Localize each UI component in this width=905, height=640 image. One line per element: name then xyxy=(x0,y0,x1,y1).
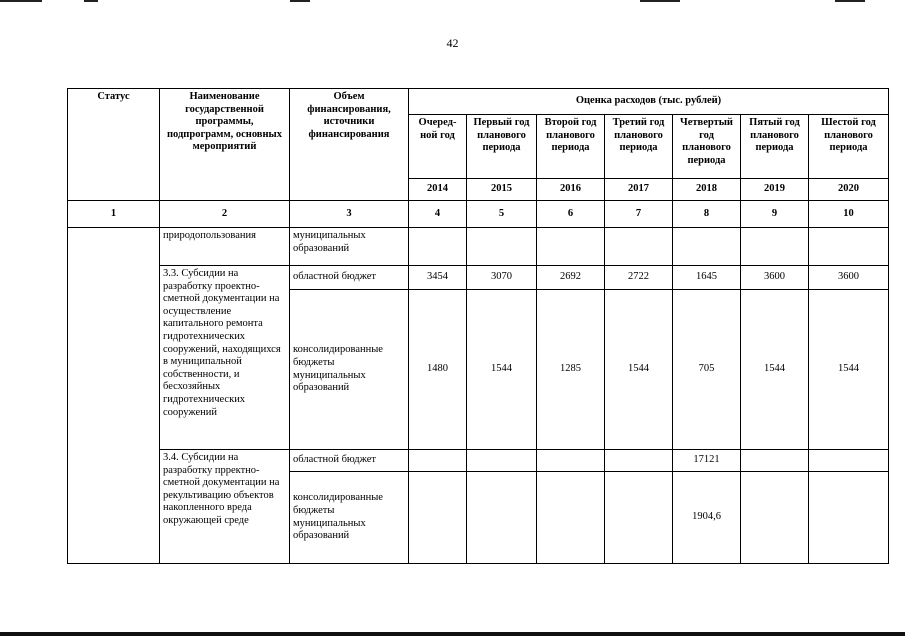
value-cell: 705 xyxy=(673,290,741,450)
financing-source-cell: областной бюджет xyxy=(290,266,409,290)
header-status: Статус xyxy=(68,89,160,201)
header-program-name: Наименование государственной программы, подпрограмм, основных мероприятий xyxy=(160,89,290,201)
top-edge-line xyxy=(0,0,42,2)
column-number: 5 xyxy=(467,201,537,228)
header-year-5: 2019 xyxy=(741,179,809,201)
budget-table xyxy=(67,88,889,564)
column-number: 10 xyxy=(809,201,889,228)
column-number: 8 xyxy=(673,201,741,228)
status-cell xyxy=(68,228,160,564)
value-cell: 1544 xyxy=(741,290,809,450)
header-period-6: Шестой год планового периода xyxy=(809,115,889,179)
value-cell: 1480 xyxy=(409,290,467,450)
financing-source-cell: муниципальных образований xyxy=(290,228,409,266)
header-period-0: Очеред-ной год xyxy=(409,115,467,179)
header-row-1 xyxy=(68,89,889,115)
column-number: 1 xyxy=(68,201,160,228)
value-cell: 1645 xyxy=(673,266,741,290)
value-cell: 3600 xyxy=(741,266,809,290)
value-cell xyxy=(409,472,467,564)
value-cell xyxy=(537,450,605,472)
value-cell: 1544 xyxy=(605,290,673,450)
header-year-0: 2014 xyxy=(409,179,467,201)
value-cell: 17121 xyxy=(673,450,741,472)
header-estimate: Оценка расходов (тыс. рублей) xyxy=(409,89,889,115)
value-cell xyxy=(673,228,741,266)
column-number: 4 xyxy=(409,201,467,228)
value-cell: 2692 xyxy=(537,266,605,290)
column-number-row xyxy=(68,201,889,228)
value-cell: 1285 xyxy=(537,290,605,450)
column-number: 7 xyxy=(605,201,673,228)
value-cell: 1904,6 xyxy=(673,472,741,564)
value-cell xyxy=(605,450,673,472)
column-number: 3 xyxy=(290,201,409,228)
top-edge-line xyxy=(84,0,98,2)
program-name-cell: 3.4. Субсидии на разработку прректно-сметной документации на рекультивацию объектов накопленного вреда окружающей среде xyxy=(160,450,290,564)
table-row-3-3-regional xyxy=(68,266,889,290)
value-cell xyxy=(467,228,537,266)
financing-source-cell: консолидированные бюджеты муниципальных образований xyxy=(290,290,409,450)
value-cell xyxy=(741,450,809,472)
value-cell xyxy=(467,472,537,564)
value-cell: 3600 xyxy=(809,266,889,290)
value-cell xyxy=(809,228,889,266)
program-name-cell: природопользования xyxy=(160,228,290,266)
top-edge-line xyxy=(640,0,680,2)
column-number: 6 xyxy=(537,201,605,228)
value-cell xyxy=(605,472,673,564)
value-cell: 1544 xyxy=(467,290,537,450)
value-cell xyxy=(809,472,889,564)
value-cell xyxy=(741,228,809,266)
header-period-5: Пятый год планового периода xyxy=(741,115,809,179)
value-cell: 2722 xyxy=(605,266,673,290)
page-number: 42 xyxy=(446,36,459,50)
value-cell xyxy=(809,450,889,472)
header-period-2: Второй год планового периода xyxy=(537,115,605,179)
table-row-continuation xyxy=(68,228,889,266)
header-year-1: 2015 xyxy=(467,179,537,201)
value-cell: 3070 xyxy=(467,266,537,290)
column-number: 9 xyxy=(741,201,809,228)
value-cell xyxy=(537,228,605,266)
value-cell xyxy=(537,472,605,564)
header-year-2: 2016 xyxy=(537,179,605,201)
value-cell xyxy=(467,450,537,472)
value-cell xyxy=(605,228,673,266)
table-row-3-4-regional xyxy=(68,450,889,472)
financing-source-cell: консолидированные бюджеты муниципальных образований xyxy=(290,472,409,564)
value-cell xyxy=(409,228,467,266)
header-year-6: 2020 xyxy=(809,179,889,201)
value-cell xyxy=(409,450,467,472)
header-financing: Объем финансирования, источники финансирования xyxy=(290,89,409,201)
value-cell: 3454 xyxy=(409,266,467,290)
program-name-cell: 3.3. Субсидии на разработку проектно-сметной документации на осуществление капитального ремонта гидротехнических сооружений, находящихся в муниципальной собственности, и бесхозяйных гидротехнических сооружений xyxy=(160,266,290,450)
header-period-1: Первый год планового периода xyxy=(467,115,537,179)
header-year-4: 2018 xyxy=(673,179,741,201)
value-cell xyxy=(741,472,809,564)
financing-source-cell: областной бюджет xyxy=(290,450,409,472)
top-edge-line xyxy=(290,0,310,2)
header-year-3: 2017 xyxy=(605,179,673,201)
header-period-3: Третий год планового периода xyxy=(605,115,673,179)
bottom-edge-line xyxy=(0,632,905,636)
header-period-4: Четвертый год планового периода xyxy=(673,115,741,179)
column-number: 2 xyxy=(160,201,290,228)
value-cell: 1544 xyxy=(809,290,889,450)
top-edge-line xyxy=(835,0,865,2)
